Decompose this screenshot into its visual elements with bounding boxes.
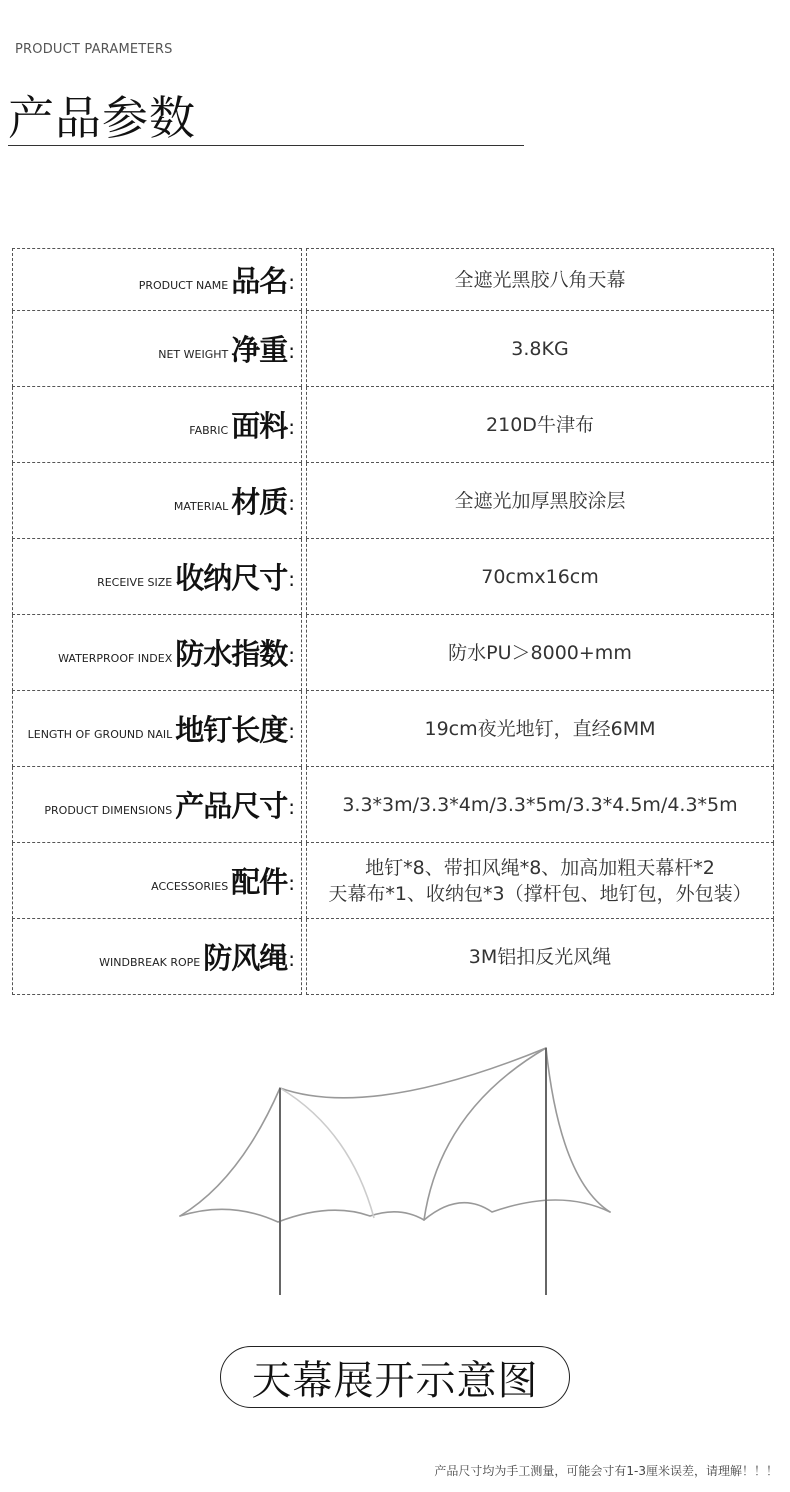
param-label-cell bbox=[12, 387, 302, 463]
param-label-en: NET WEIGHT bbox=[158, 348, 229, 361]
param-row bbox=[12, 767, 774, 843]
param-value-cell bbox=[306, 463, 774, 539]
tarp-inner-curve bbox=[424, 1048, 546, 1220]
param-value-cell bbox=[306, 615, 774, 691]
param-label-cn: 产品尺寸 bbox=[175, 789, 288, 823]
param-label-cell bbox=[12, 691, 302, 767]
param-value-cell bbox=[306, 767, 774, 843]
param-value: 3.3*3m/3.3*4m/3.3*5m/3.3*4.5m/4.3*5m bbox=[342, 793, 738, 816]
param-label-colon: : bbox=[288, 946, 295, 971]
param-label-en: ACCESSORIES bbox=[151, 880, 229, 893]
param-label-cn: 面料 bbox=[231, 409, 288, 443]
param-label-en: WINDBREAK ROPE bbox=[99, 956, 201, 969]
param-value: 70cmx16cm bbox=[481, 565, 599, 588]
param-label-colon: : bbox=[288, 794, 295, 819]
param-value-cell bbox=[306, 387, 774, 463]
param-label-cn: 净重 bbox=[231, 333, 288, 367]
tarp-left-edge bbox=[180, 1088, 280, 1216]
param-row bbox=[12, 615, 774, 691]
param-label-colon: : bbox=[288, 718, 295, 743]
param-label-cell bbox=[12, 539, 302, 615]
param-label-colon: : bbox=[288, 269, 295, 294]
title-divider bbox=[8, 145, 524, 146]
param-label-en: RECEIVE SIZE bbox=[97, 576, 173, 589]
param-value: 210D牛津布 bbox=[486, 413, 594, 436]
param-label-cell bbox=[12, 463, 302, 539]
param-row bbox=[12, 691, 774, 767]
param-label-cn: 地钉长度 bbox=[175, 713, 288, 747]
param-value: 全遮光黑胶八角天幕 bbox=[454, 268, 626, 291]
diagram-caption: 天幕展开示意图 bbox=[220, 1346, 570, 1408]
section-subtitle: PRODUCT PARAMETERS bbox=[15, 42, 173, 57]
param-row bbox=[12, 539, 774, 615]
param-row bbox=[12, 919, 774, 995]
param-label-en: PRODUCT NAME bbox=[138, 279, 229, 292]
param-value: 地钉*8、带扣风绳*8、加高加粗天幕杆*2 bbox=[365, 856, 715, 879]
tarp-inner-fold bbox=[280, 1088, 374, 1218]
tarp-right-edge bbox=[546, 1048, 610, 1212]
param-value: 全遮光加厚黑胶涂层 bbox=[454, 489, 626, 512]
param-label-cell bbox=[12, 311, 302, 387]
footnote: 产品尺寸均为手工测量，可能会寸有1-3厘米误差，请理解！！！ bbox=[434, 1464, 778, 1478]
param-label-colon: : bbox=[288, 414, 295, 439]
param-row bbox=[12, 311, 774, 387]
param-label-colon: : bbox=[288, 338, 295, 363]
param-value: 防水PU＞8000+mm bbox=[448, 641, 632, 664]
param-label-cn: 收纳尺寸 bbox=[175, 561, 288, 595]
param-label-en: LENGTH OF GROUND NAIL bbox=[27, 728, 173, 741]
param-label-cn: 品名 bbox=[231, 264, 288, 298]
param-label-colon: : bbox=[288, 642, 295, 667]
param-label-cn: 配件 bbox=[231, 865, 288, 899]
param-label-colon: : bbox=[288, 566, 295, 591]
param-row bbox=[12, 463, 774, 539]
param-value-cell bbox=[306, 539, 774, 615]
param-label-cn: 防水指数 bbox=[175, 637, 288, 671]
param-label-colon: : bbox=[288, 490, 295, 515]
tarp-diagram bbox=[170, 1040, 620, 1300]
param-value: 3M铝扣反光风绳 bbox=[468, 945, 612, 968]
param-value-cell bbox=[306, 919, 774, 995]
param-label-en: WATERPROOF INDEX bbox=[58, 652, 173, 665]
param-label-cell bbox=[12, 919, 302, 995]
param-row bbox=[12, 387, 774, 463]
tarp-top-edge bbox=[280, 1048, 546, 1098]
param-value: 19cm夜光地钉，直经6MM bbox=[424, 717, 656, 740]
param-label-cell bbox=[12, 615, 302, 691]
page-title: 产品参数 bbox=[8, 91, 196, 145]
param-row bbox=[12, 248, 774, 311]
param-label-cn: 防风绳 bbox=[203, 941, 288, 975]
param-label-cell bbox=[12, 843, 302, 919]
param-value-cell bbox=[306, 311, 774, 387]
param-label-cell bbox=[12, 248, 302, 311]
param-label-colon: : bbox=[288, 870, 295, 895]
param-value-cell bbox=[306, 248, 774, 311]
param-label-cn: 材质 bbox=[231, 485, 288, 519]
param-value-cell bbox=[306, 843, 774, 919]
parameter-table bbox=[12, 248, 774, 995]
param-value: 3.8KG bbox=[511, 337, 569, 360]
param-row bbox=[12, 843, 774, 919]
param-value: 天幕布*1、收纳包*3（撑杆包、地钉包，外包装） bbox=[328, 882, 752, 905]
param-label-cell bbox=[12, 767, 302, 843]
param-value-cell bbox=[306, 691, 774, 767]
param-label-en: MATERIAL bbox=[173, 500, 229, 513]
param-label-en: FABRIC bbox=[189, 424, 229, 437]
param-label-en: PRODUCT DIMENSIONS bbox=[44, 804, 173, 817]
